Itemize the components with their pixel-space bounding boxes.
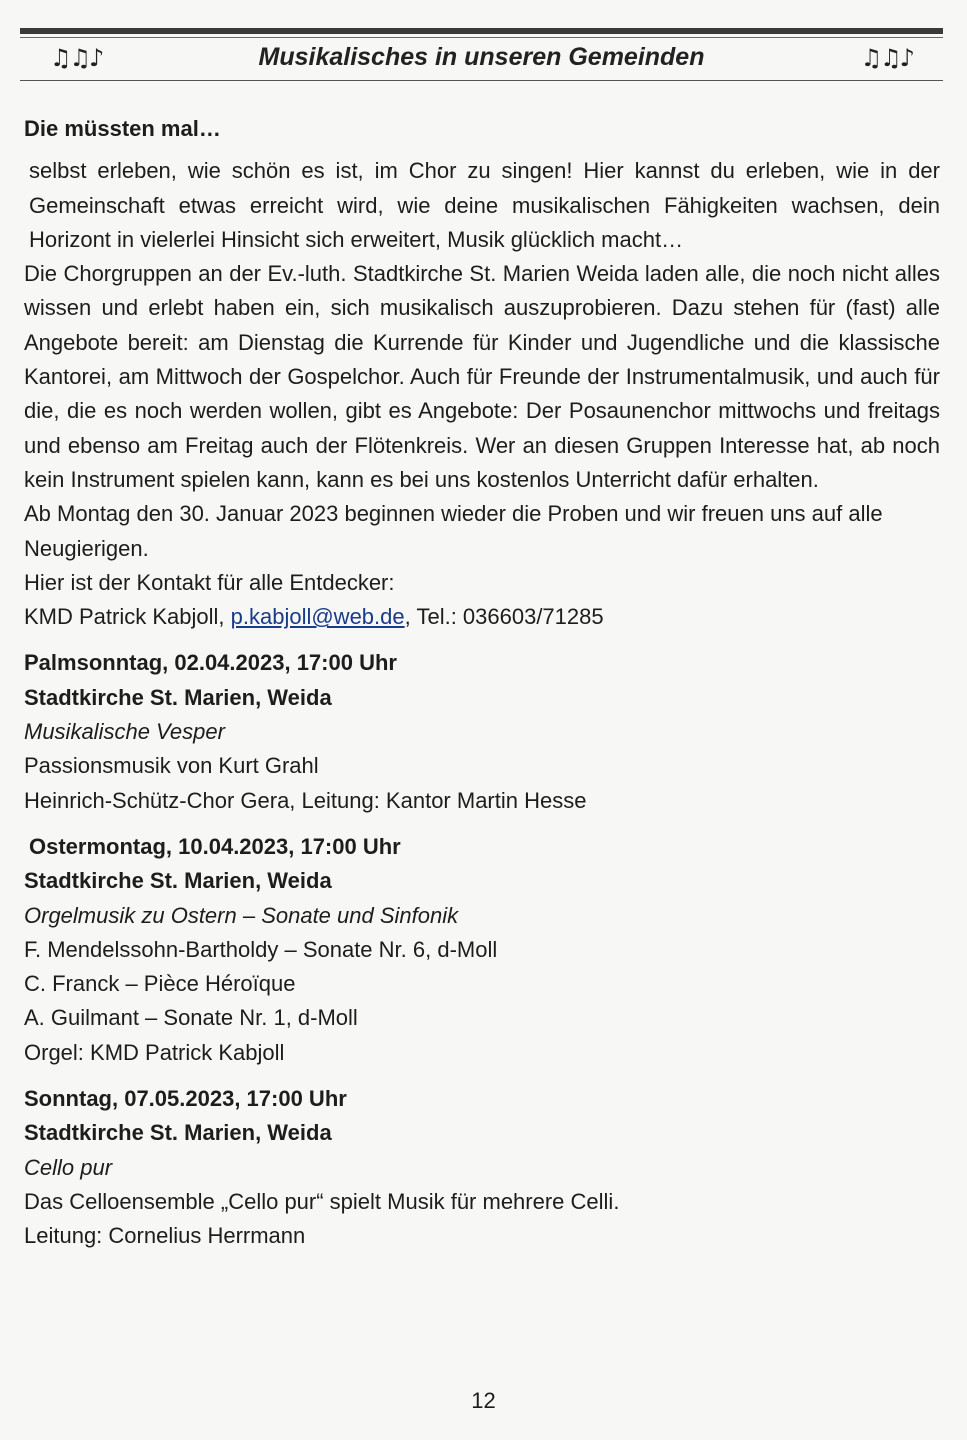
music-notes-icon: ♫♫♪	[860, 44, 913, 72]
contact-phone: , Tel.: 036603/71285	[404, 604, 604, 630]
event-detail: Orgel: KMD Patrick Kabjoll	[24, 1039, 285, 1065]
intro-paragraph-2: Die Chorgruppen an der Ev.-luth. Stadtkirche St. Marien Weida laden alle, die noch nicht alles wissen und erlebt haben ein, sich musikalisch auszuprobieren. Dazu stehen für (fast) alle Angebote bereit: am Dienstag die Kurrende für Kinder und Jugendliche und die klassische Kantorei, am Mittwoch der Gospelchor. Auch für Freunde der Instrumentalmusik, und auch für die, die es noch werden wollen, gibt es Angebote: Der Posaunenchor mittwochs und freitags und ebenso am Freitag auch der Flötenkreis. Wer an diesen Gruppen Interesse hat, ab noch kein Instrument spielen kann, kann es bei uns kostenlos Unterricht dafür erhalten.	[24, 261, 940, 492]
event-detail: Passionsmusik von Kurt Grahl	[24, 753, 319, 779]
header-title: Musikalisches in unseren Gemeinden	[258, 43, 705, 71]
event-location: Stadtkirche St. Marien, Weida	[24, 1120, 332, 1146]
event-title: Orgelmusik zu Ostern – Sonate und Sinfonik	[24, 902, 459, 928]
event-location: Stadtkirche St. Marien, Weida	[24, 868, 332, 894]
event-date: Sonntag, 07.05.2023, 17:00 Uhr	[24, 1086, 347, 1112]
article-heading: Die müssten mal…	[24, 116, 221, 141]
music-notes-icon: ♫♫♪	[50, 44, 103, 72]
event-title: Musikalische Vesper	[24, 719, 225, 745]
event-detail: F. Mendelssohn-Bartholdy – Sonate Nr. 6, d-Moll	[24, 936, 498, 962]
header-rule-thick	[20, 28, 943, 34]
article-body	[24, 112, 940, 1254]
event-2	[24, 830, 940, 1070]
event-3	[24, 1082, 940, 1253]
event-detail: Das Celloensemble „Cello pur“ spielt Musik für mehrere Celli.	[24, 1188, 620, 1214]
page-header	[20, 40, 943, 78]
event-1	[24, 646, 940, 817]
event-detail: A. Guilmant – Sonate Nr. 1, d-Moll	[24, 1005, 358, 1031]
contact-name: KMD Patrick Kabjoll,	[24, 604, 231, 630]
event-detail: C. Franck – Pièce Héroïque	[24, 971, 296, 997]
page-number: 12	[471, 1388, 496, 1413]
contact-line	[24, 600, 940, 634]
event-detail: Heinrich-Schütz-Chor Gera, Leitung: Kantor Martin Hesse	[24, 787, 587, 813]
intro-paragraph-4: Hier ist der Kontakt für alle Entdecker:	[24, 569, 395, 595]
header-rule-bottom	[20, 80, 943, 81]
event-title: Cello pur	[24, 1154, 113, 1180]
event-date: Palmsonntag, 02.04.2023, 17:00 Uhr	[24, 650, 397, 676]
event-date: Ostermontag, 10.04.2023, 17:00 Uhr	[29, 833, 401, 859]
intro-paragraph-1: selbst erleben, wie schön es ist, im Chor zu singen! Hier kannst du erleben, wie in der Gemeinschaft etwas erreicht wird, wie deine musikalischen Fähigkeiten wachsen, dein Horizont in vielerlei Hinsicht sich erweitert, Musik glücklich macht…	[29, 158, 940, 252]
event-location: Stadtkirche St. Marien, Weida	[24, 684, 332, 710]
intro-paragraph-3: Ab Montag den 30. Januar 2023 beginnen wieder die Proben und wir freuen uns auf alle Neugierigen.	[24, 501, 883, 561]
event-detail: Leitung: Cornelius Herrmann	[24, 1223, 306, 1249]
contact-email-link[interactable]: p.kabjoll@web.de	[230, 604, 405, 630]
header-rule-thin	[20, 37, 943, 38]
